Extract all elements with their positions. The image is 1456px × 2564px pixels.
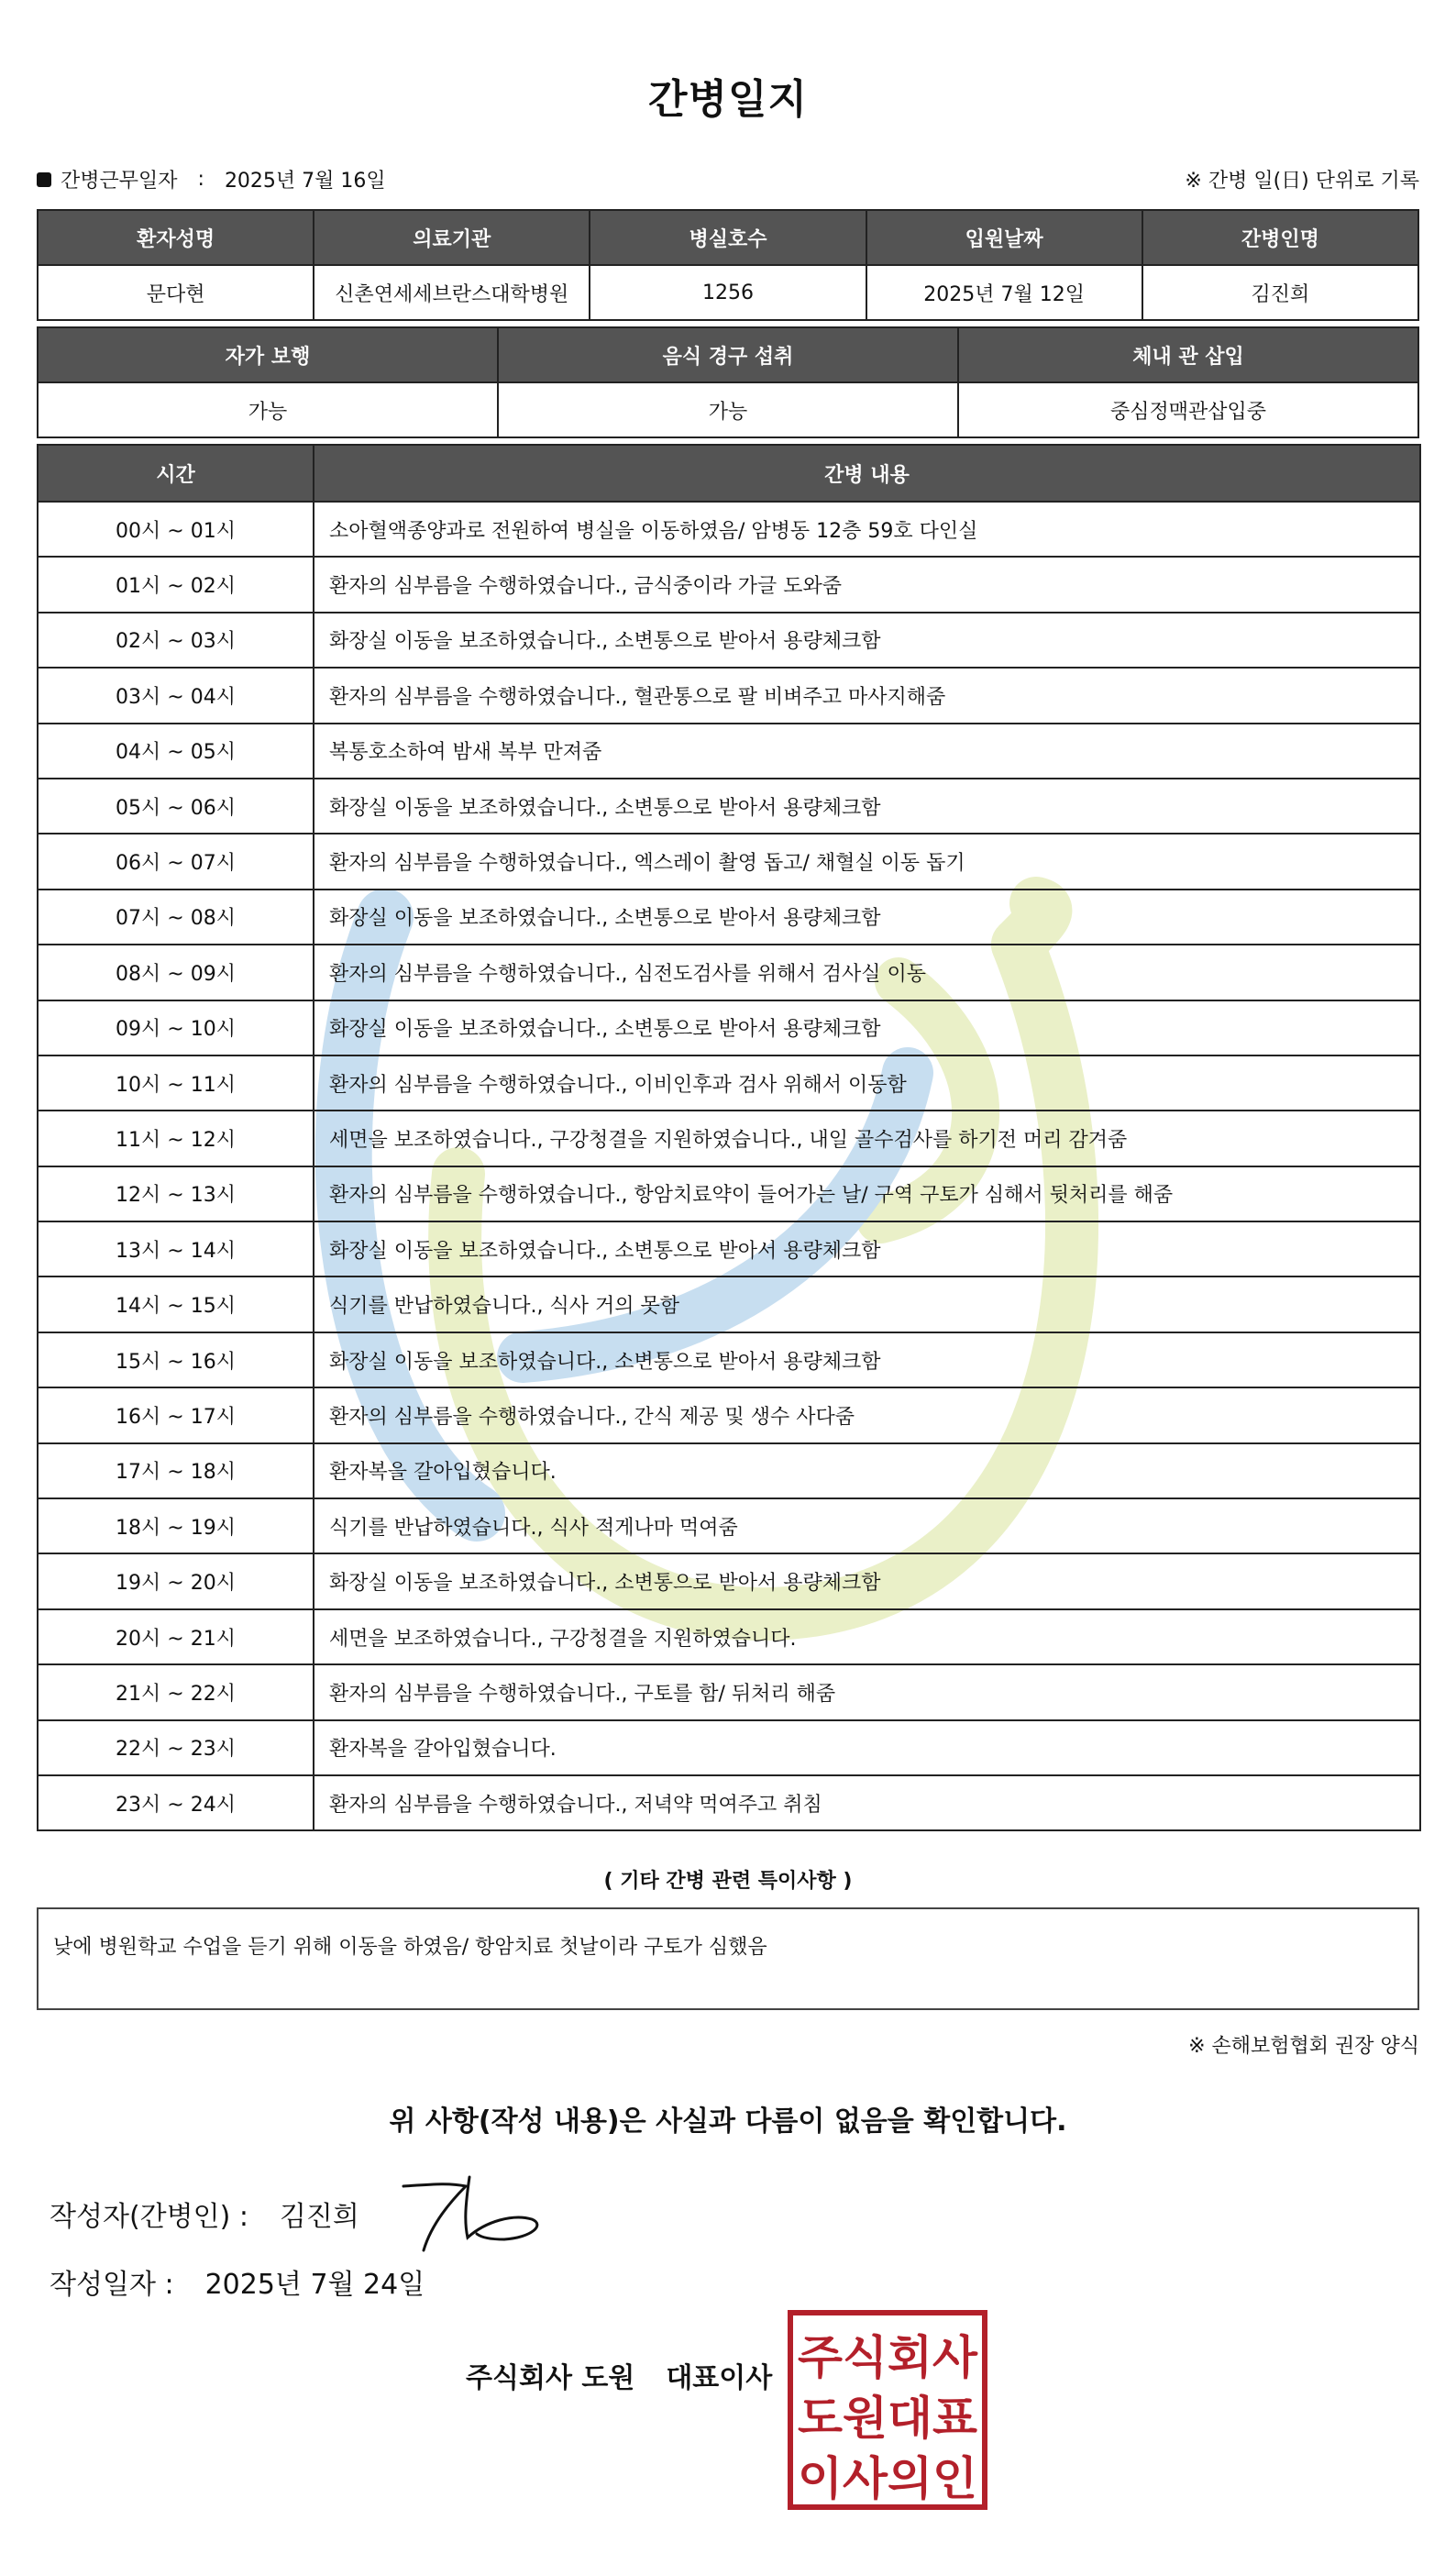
seal-line-2: 도원대표 xyxy=(798,2392,978,2445)
company-seal-stamp xyxy=(785,2307,990,2513)
header-walking: 자가 보행 xyxy=(38,327,498,382)
work-date-value: 2025년 7월 16일 xyxy=(224,170,386,193)
log-content: 환자복을 갈아입혔습니다. xyxy=(314,1720,1420,1775)
table-row xyxy=(38,1387,1420,1442)
form-note: ※ 손해보험협회 권장 양식 xyxy=(1188,2035,1419,2058)
header-room: 병실호수 xyxy=(590,210,866,265)
work-date-colon: : xyxy=(197,168,204,191)
log-content: 세면을 보조하였습니다., 구강청결을 지원하였습니다., 내일 골수검사를 하기전 머리 감겨줌 xyxy=(314,1111,1420,1166)
table-row xyxy=(38,613,1420,668)
log-content: 복통호소하여 밤새 복부 만져줌 xyxy=(314,724,1420,779)
log-time: 17시 ~ 18시 xyxy=(38,1443,314,1498)
tube-status: 중심정맥관삽입중 xyxy=(958,382,1418,437)
log-time: 23시 ~ 24시 xyxy=(38,1775,314,1830)
log-time: 18시 ~ 19시 xyxy=(38,1498,314,1553)
log-time: 07시 ~ 08시 xyxy=(38,890,314,945)
header-oral-intake: 음식 경구 섭취 xyxy=(498,327,958,382)
header-time: 시간 xyxy=(38,445,314,502)
written-date-line xyxy=(50,2261,425,2302)
log-time: 14시 ~ 15시 xyxy=(38,1276,314,1332)
log-content: 세면을 보조하였습니다., 구강청결을 지원하였습니다. xyxy=(314,1609,1420,1664)
oral-intake-status: 가능 xyxy=(498,382,958,437)
log-time: 21시 ~ 22시 xyxy=(38,1664,314,1719)
unit-note: ※ 간병 일(日) 단위로 기록 xyxy=(1185,170,1419,193)
log-time: 06시 ~ 07시 xyxy=(38,834,314,889)
remarks-text: 낮에 병원학교 수업을 듣기 위해 이동을 하였음/ 항암치료 첫날이라 구토가 심했음 xyxy=(53,1936,767,1959)
log-content: 화장실 이동을 보조하였습니다., 소변통으로 받아서 용량체크함 xyxy=(314,613,1420,668)
table-row xyxy=(38,834,1420,889)
log-time: 16시 ~ 17시 xyxy=(38,1387,314,1442)
company-representative: 대표이사 xyxy=(666,2362,773,2394)
bullet-square-icon xyxy=(37,172,51,187)
table-row xyxy=(38,1664,1420,1719)
log-content: 화장실 이동을 보조하였습니다., 소변통으로 받아서 용량체크함 xyxy=(314,1553,1420,1608)
seal-line-1: 주식회사 xyxy=(798,2331,978,2384)
table-row xyxy=(38,890,1420,945)
header-hospital: 의료기관 xyxy=(314,210,590,265)
log-content: 환자의 심부름을 수행하였습니다., 간식 제공 및 생수 사다줌 xyxy=(314,1387,1420,1442)
table-row xyxy=(38,1276,1420,1332)
log-content: 화장실 이동을 보조하였습니다., 소변통으로 받아서 용량체크함 xyxy=(314,890,1420,945)
work-date xyxy=(37,165,386,193)
work-date-label: 간병근무일자 xyxy=(61,170,178,193)
log-time: 05시 ~ 06시 xyxy=(38,779,314,834)
walking-status: 가능 xyxy=(38,382,498,437)
log-time: 12시 ~ 13시 xyxy=(38,1166,314,1221)
log-time: 13시 ~ 14시 xyxy=(38,1221,314,1276)
hospital-name: 신촌연세세브란스대학병원 xyxy=(314,265,590,320)
header-patient-name: 환자성명 xyxy=(38,210,314,265)
log-time: 09시 ~ 10시 xyxy=(38,1000,314,1055)
log-content: 환자의 심부름을 수행하였습니다., 심전도검사를 위해서 검사실 이동 xyxy=(314,945,1420,1000)
log-time: 10시 ~ 11시 xyxy=(38,1055,314,1111)
log-content: 소아혈액종양과로 전원하여 병실을 이동하였음/ 암병동 12층 59호 다인실 xyxy=(314,502,1420,557)
table-row xyxy=(38,1498,1420,1553)
company-name: 주식회사 도원 xyxy=(466,2362,635,2394)
table-row xyxy=(38,1111,1420,1166)
table-row xyxy=(38,945,1420,1000)
page-title: 간병일지 xyxy=(647,76,808,123)
care-log-table xyxy=(37,444,1421,1831)
log-content: 환자의 심부름을 수행하였습니다., 구토를 함/ 뒤처리 해줌 xyxy=(314,1664,1420,1719)
header-caregiver: 간병인명 xyxy=(1142,210,1418,265)
seal-line-3: 이사의인 xyxy=(798,2452,977,2505)
room-number: 1256 xyxy=(590,265,866,320)
log-time: 04시 ~ 05시 xyxy=(38,724,314,779)
writer-label: 작성자(간병인) : xyxy=(50,2201,248,2233)
table-row xyxy=(38,779,1420,834)
handwritten-signature xyxy=(385,2166,578,2258)
log-time: 22시 ~ 23시 xyxy=(38,1720,314,1775)
log-content: 화장실 이동을 보조하였습니다., 소변통으로 받아서 용량체크함 xyxy=(314,1000,1420,1055)
table-row xyxy=(38,1166,1420,1221)
log-content: 환자의 심부름을 수행하였습니다., 항암치료약이 들어가는 날/ 구역 구토가 심해서 뒷처리를 해줌 xyxy=(314,1166,1420,1221)
log-time: 11시 ~ 12시 xyxy=(38,1111,314,1166)
header-care-content: 간병 내용 xyxy=(314,445,1420,502)
log-content: 환자의 심부름을 수행하였습니다., 저녁약 먹여주고 취침 xyxy=(314,1775,1420,1830)
log-content: 환자의 심부름을 수행하였습니다., 금식중이라 가글 도와줌 xyxy=(314,557,1420,612)
table-row xyxy=(38,557,1420,612)
log-time: 19시 ~ 20시 xyxy=(38,1553,314,1608)
table-row xyxy=(38,1000,1420,1055)
confirmation-statement: 위 사항(작성 내용)은 사실과 다름이 없음을 확인합니다. xyxy=(389,2105,1067,2138)
log-time: 00시 ~ 01시 xyxy=(38,502,314,557)
log-content: 환자의 심부름을 수행하였습니다., 엑스레이 촬영 돕고/ 채혈실 이동 돕기 xyxy=(314,834,1420,889)
table-row xyxy=(38,1055,1420,1111)
log-content: 환자복을 갈아입혔습니다. xyxy=(314,1443,1420,1498)
table-row xyxy=(38,1720,1420,1775)
company-line xyxy=(466,2355,772,2395)
table-row xyxy=(38,724,1420,779)
log-content: 식기를 반납하였습니다., 식사 거의 못함 xyxy=(314,1276,1420,1332)
log-content: 화장실 이동을 보조하였습니다., 소변통으로 받아서 용량체크함 xyxy=(314,1221,1420,1276)
log-time: 01시 ~ 02시 xyxy=(38,557,314,612)
table-row xyxy=(38,1609,1420,1664)
header-admission-date: 입원날짜 xyxy=(866,210,1142,265)
header-tube: 체내 관 삽입 xyxy=(958,327,1418,382)
log-time: 15시 ~ 16시 xyxy=(38,1332,314,1387)
log-time: 20시 ~ 21시 xyxy=(38,1609,314,1664)
table-row xyxy=(38,1221,1420,1276)
remarks-title: ( 기타 간병 관련 특이사항 ) xyxy=(603,1870,853,1893)
log-time: 02시 ~ 03시 xyxy=(38,613,314,668)
log-content: 환자의 심부름을 수행하였습니다., 이비인후과 검사 위해서 이동함 xyxy=(314,1055,1420,1111)
table-row xyxy=(38,1332,1420,1387)
patient-info-table xyxy=(37,209,1419,321)
log-time: 08시 ~ 09시 xyxy=(38,945,314,1000)
writer-name: 김진희 xyxy=(279,2201,359,2233)
writer-line xyxy=(50,2194,359,2234)
written-date-value: 2025년 7월 24일 xyxy=(204,2269,425,2301)
table-row xyxy=(38,1443,1420,1498)
log-content: 환자의 심부름을 수행하였습니다., 혈관통으로 팔 비벼주고 마사지해줌 xyxy=(314,668,1420,723)
patient-name: 문다현 xyxy=(38,265,314,320)
table-row xyxy=(38,1775,1420,1830)
log-content: 식기를 반납하였습니다., 식사 적게나마 먹여줌 xyxy=(314,1498,1420,1553)
log-content: 화장실 이동을 보조하였습니다., 소변통으로 받아서 용량체크함 xyxy=(314,1332,1420,1387)
log-time: 03시 ~ 04시 xyxy=(38,668,314,723)
table-row xyxy=(38,668,1420,723)
patient-status-table xyxy=(37,326,1419,438)
table-row xyxy=(38,502,1420,557)
caregiver-name: 김진희 xyxy=(1142,265,1418,320)
written-date-label: 작성일자 : xyxy=(50,2269,174,2301)
log-content: 화장실 이동을 보조하였습니다., 소변통으로 받아서 용량체크함 xyxy=(314,779,1420,834)
remarks-box xyxy=(37,1907,1419,2010)
admission-date: 2025년 7월 12일 xyxy=(866,265,1142,320)
table-row xyxy=(38,1553,1420,1608)
